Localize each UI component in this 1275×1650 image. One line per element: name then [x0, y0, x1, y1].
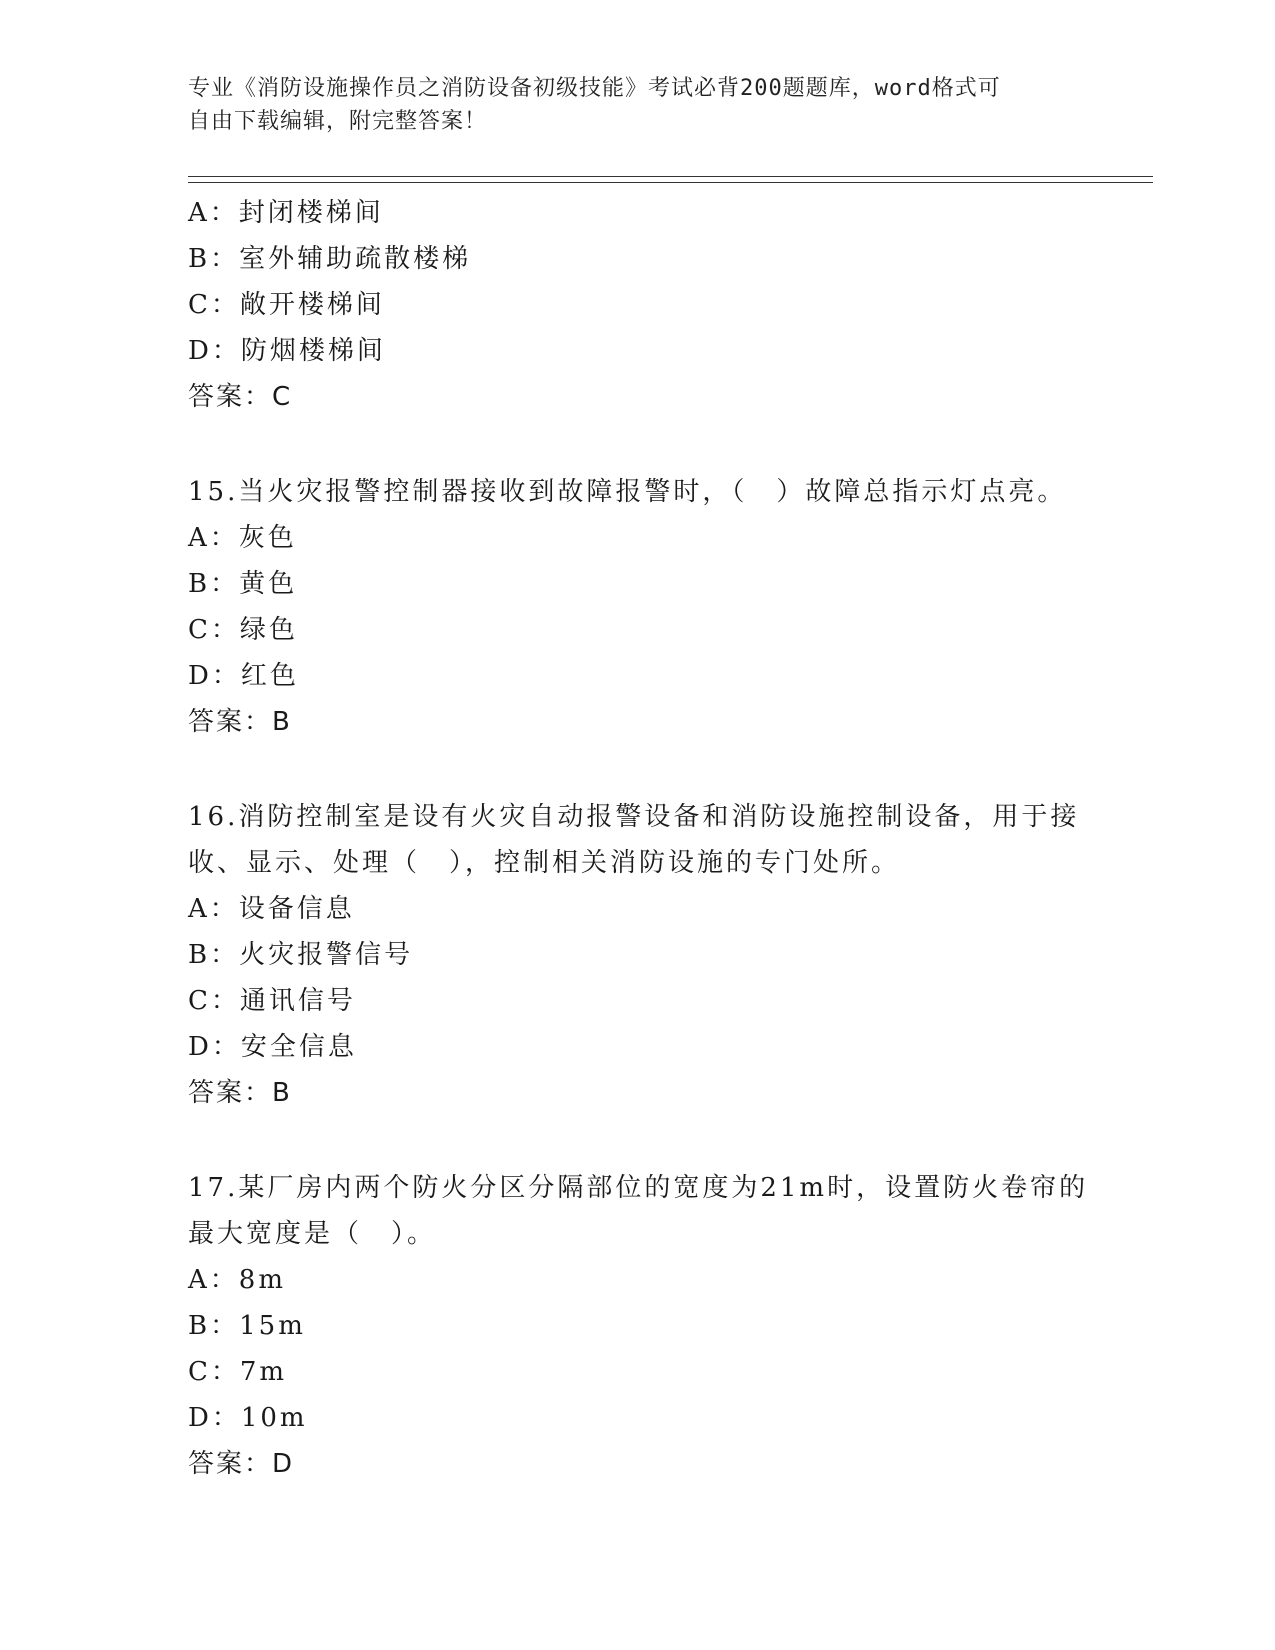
answer-line: 答案：D: [188, 1449, 295, 1479]
document-header: [188, 72, 1068, 138]
option-d: D：10m: [188, 1403, 308, 1433]
question-stem: 15.当火灾报警控制器接收到故障报警时，（ ）故障总指示灯点亮。: [188, 477, 1067, 507]
option-a: A：封闭楼梯间: [188, 198, 384, 228]
option-a: A：灰色: [188, 523, 297, 553]
question-stem-line-1: 16.消防控制室是设有火灾自动报警设备和消防设施控制设备，用于接: [188, 802, 1080, 832]
spacer: [188, 745, 1153, 794]
option-c: C：通讯信号: [188, 986, 356, 1016]
answer-line: 答案：C: [188, 382, 293, 412]
option-a: A：设备信息: [188, 894, 355, 924]
header-divider-top: [188, 176, 1153, 177]
question-16: [188, 794, 1153, 1116]
option-b: B：火灾报警信号: [188, 940, 414, 970]
option-d: D：红色: [188, 661, 299, 691]
option-b: B：15m: [188, 1311, 306, 1341]
question-stem-line-2: 收、显示、处理（ ），控制相关消防设施的专门处所。: [188, 848, 901, 878]
answer-line: 答案：B: [188, 1078, 292, 1108]
option-b: B：室外辅助疏散楼梯: [188, 244, 472, 274]
question-stem-line-2: 最大宽度是（ ）。: [188, 1219, 437, 1249]
question-15: [188, 469, 1153, 745]
header-line-2: 自由下载编辑，附完整答案！: [188, 109, 488, 134]
header-divider-bottom: [188, 182, 1153, 183]
question-stem-line-1: 17.某厂房内两个防火分区分隔部位的宽度为21m时，设置防火卷帘的: [188, 1173, 1089, 1203]
spacer: [188, 420, 1153, 469]
answer-line: 答案：B: [188, 707, 292, 737]
option-c: C：敞开楼梯间: [188, 290, 385, 320]
option-a: A：8m: [188, 1265, 286, 1295]
option-c: C：7m: [188, 1357, 288, 1387]
header-line-1: 专业《消防设施操作员之消防设备初级技能》考试必背200题题库，word格式可: [188, 76, 1001, 101]
spacer: [188, 1116, 1153, 1165]
question-14: [188, 190, 1153, 420]
option-d: D：安全信息: [188, 1032, 357, 1062]
option-d: D：防烟楼梯间: [188, 336, 386, 366]
option-c: C：绿色: [188, 615, 298, 645]
question-list: [188, 190, 1153, 1487]
question-17: [188, 1165, 1153, 1487]
option-b: B：黄色: [188, 569, 298, 599]
